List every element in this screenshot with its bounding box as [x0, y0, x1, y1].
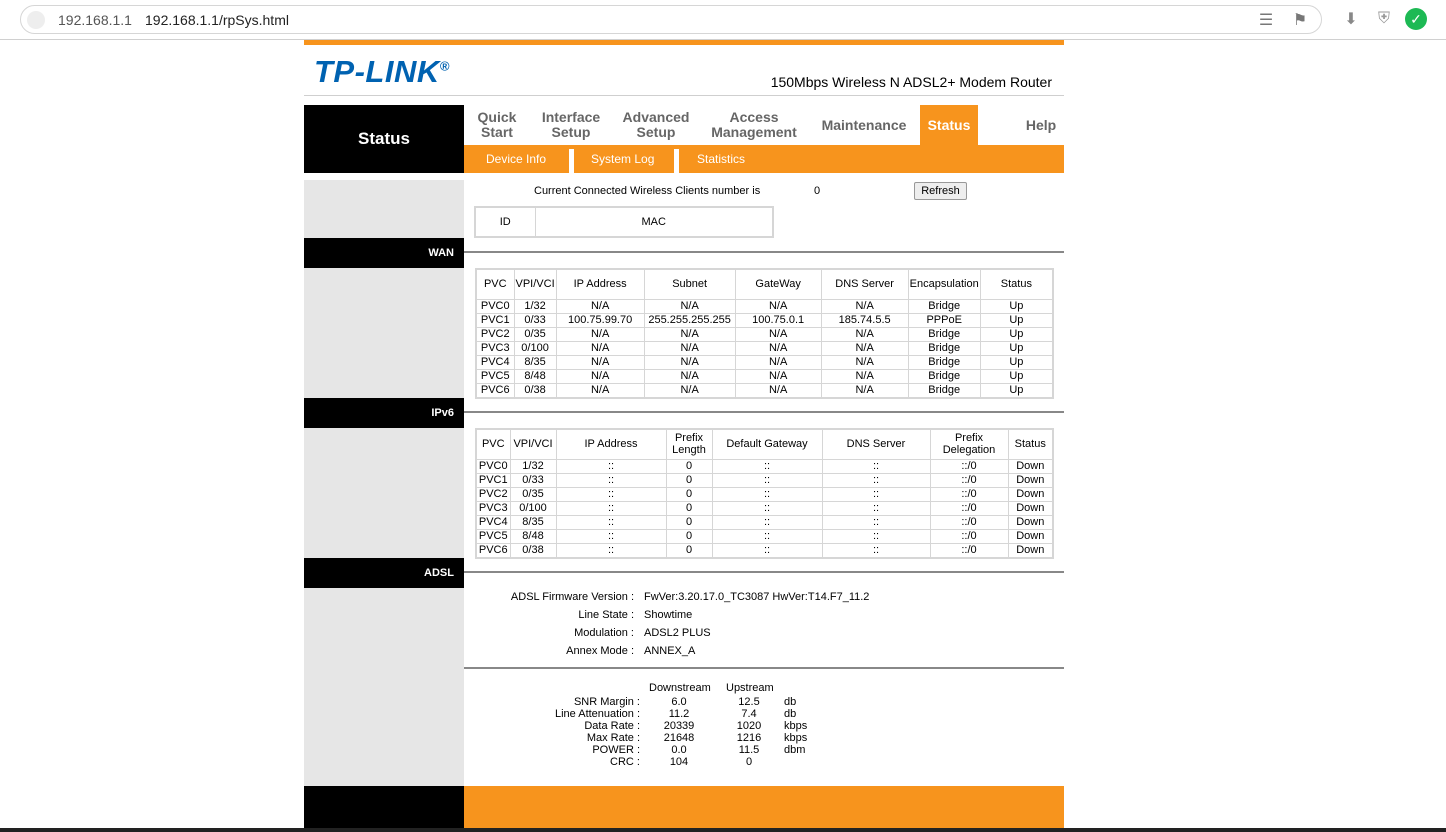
table-cell: ::	[556, 459, 666, 473]
column-header: PVC	[476, 429, 510, 459]
wan-row	[476, 383, 1053, 398]
firmware-label: ADSL Firmware Version :	[510, 591, 634, 603]
table-cell: ::/0	[930, 487, 1008, 501]
table-cell: N/A	[735, 383, 821, 398]
table-cell: Bridge	[908, 383, 980, 398]
downstream-header: Downstream	[649, 682, 711, 694]
table-cell: ::	[712, 473, 822, 487]
table-cell: PVC2	[476, 487, 510, 501]
wan-row	[476, 313, 1053, 327]
nav-advanced-setup[interactable]: Advanced Setup	[622, 109, 690, 140]
table-cell: 0/35	[514, 327, 556, 341]
subnav-device-info[interactable]: Device Info	[486, 152, 547, 166]
nav-maintenance[interactable]: Maintenance	[821, 116, 907, 133]
table-cell: ::/0	[930, 473, 1008, 487]
stat-label: Max Rate :	[586, 732, 640, 744]
stat-unit: kbps	[784, 732, 808, 744]
modulation-label: Modulation :	[574, 627, 634, 639]
table-cell: N/A	[644, 383, 735, 398]
wan-table	[475, 268, 1054, 399]
upstream-header: Upstream	[726, 682, 774, 694]
table-cell: PVC5	[476, 529, 510, 543]
table-cell: PVC6	[476, 543, 510, 558]
table-cell: ::	[822, 501, 930, 515]
column-header: Encapsulation	[908, 269, 980, 299]
table-cell: PVC4	[476, 355, 514, 369]
table-cell: PVC3	[476, 501, 510, 515]
table-cell: Up	[980, 313, 1053, 327]
shield-icon[interactable]: ⛨	[1377, 10, 1390, 27]
modulation-value: ADSL2 PLUS	[644, 627, 711, 639]
ipv6-row	[476, 515, 1053, 529]
column-header: ID	[475, 207, 535, 237]
nav-interface-setup[interactable]: Interface Setup	[541, 109, 601, 140]
table-cell: ::/0	[930, 459, 1008, 473]
bottom-bar	[0, 828, 1446, 832]
ipv6-row	[476, 473, 1053, 487]
stat-upstream: 1216	[736, 732, 762, 744]
divider	[464, 411, 1064, 413]
divider	[464, 571, 1064, 573]
column-header: Prefix Delegation	[930, 429, 1008, 459]
table-cell: 8/48	[510, 529, 556, 543]
table-cell: Down	[1008, 529, 1053, 543]
table-cell: PVC2	[476, 327, 514, 341]
wan-row	[476, 341, 1053, 355]
table-cell: N/A	[735, 327, 821, 341]
stat-label: Line Attenuation :	[554, 708, 640, 720]
divider	[304, 95, 1064, 96]
column-header: DNS Server	[822, 429, 930, 459]
column-header: Status	[980, 269, 1053, 299]
table-cell: 1/32	[510, 459, 556, 473]
table-cell: N/A	[556, 299, 644, 313]
column-header: VPI/VCI	[510, 429, 556, 459]
wan-row	[476, 355, 1053, 369]
ipv6-row	[476, 487, 1053, 501]
table-cell: ::	[712, 543, 822, 558]
stat-downstream: 20339	[663, 720, 695, 732]
wan-row	[476, 327, 1053, 341]
wireless-clients-count: 0	[814, 185, 821, 197]
table-cell: Down	[1008, 473, 1053, 487]
main-nav	[464, 105, 1064, 145]
nav-help[interactable]: Help	[1025, 116, 1057, 133]
refresh-button[interactable]: Refresh	[914, 182, 967, 200]
router-page	[304, 40, 1064, 832]
table-cell: ::	[712, 459, 822, 473]
column-header: IP Address	[556, 429, 666, 459]
stat-unit: db	[784, 696, 797, 708]
firmware-value: FwVer:3.20.17.0_TC3087 HwVer:T14.F7_11.2	[644, 591, 870, 603]
line-state-value: Showtime	[644, 609, 693, 621]
ipv6-table	[475, 428, 1054, 559]
adsl-section-label: ADSL	[304, 558, 464, 588]
ipv6-row	[476, 529, 1053, 543]
table-cell: N/A	[644, 327, 735, 341]
stat-label: CRC :	[610, 756, 640, 768]
table-cell: ::	[556, 473, 666, 487]
stat-downstream: 11.2	[668, 708, 690, 720]
stat-downstream: 21648	[663, 732, 695, 744]
table-cell: Up	[980, 355, 1053, 369]
table-cell: ::/0	[930, 515, 1008, 529]
table-cell: ::	[556, 501, 666, 515]
nav-status[interactable]: Status	[920, 105, 978, 145]
stat-upstream: 0	[745, 756, 753, 768]
table-cell: Up	[980, 383, 1053, 398]
column-header: Prefix Length	[666, 429, 712, 459]
footer-bar	[464, 786, 1064, 832]
table-cell: Down	[1008, 543, 1053, 558]
table-cell: 0/100	[514, 341, 556, 355]
table-cell: PVC5	[476, 369, 514, 383]
table-cell: ::	[822, 529, 930, 543]
table-cell: ::	[822, 543, 930, 558]
stat-downstream: 0.0	[671, 744, 687, 756]
download-icon[interactable]: ⬇	[1344, 11, 1358, 28]
wan-row	[476, 299, 1053, 313]
table-cell: 0/38	[514, 383, 556, 398]
nav-quick-start[interactable]: Quick Start	[477, 109, 517, 140]
table-cell: PVC1	[476, 473, 510, 487]
subnav-statistics[interactable]: Statistics	[697, 152, 746, 166]
table-cell: Down	[1008, 487, 1053, 501]
top-stripe	[304, 40, 1064, 45]
table-cell: PVC3	[476, 341, 514, 355]
table-cell: ::/0	[930, 529, 1008, 543]
table-cell: 8/35	[514, 355, 556, 369]
stat-label: POWER :	[592, 744, 640, 756]
table-cell: 0	[666, 515, 712, 529]
column-header: PVC	[476, 269, 514, 299]
table-cell: N/A	[821, 383, 908, 398]
table-cell: PVC0	[476, 299, 514, 313]
table-cell: N/A	[821, 327, 908, 341]
table-cell: N/A	[735, 299, 821, 313]
table-cell: Down	[1008, 501, 1053, 515]
table-cell: N/A	[735, 369, 821, 383]
table-cell: ::	[556, 529, 666, 543]
wan-row	[476, 369, 1053, 383]
stat-unit: kbps	[784, 720, 808, 732]
table-cell: Up	[980, 341, 1053, 355]
sub-nav	[464, 145, 1064, 173]
table-cell: ::	[822, 459, 930, 473]
table-cell: Down	[1008, 515, 1053, 529]
table-cell: N/A	[556, 369, 644, 383]
table-cell: PPPoE	[908, 313, 980, 327]
site-settings-icon[interactable]: ☰	[1258, 12, 1274, 29]
table-cell: N/A	[821, 369, 908, 383]
table-cell: N/A	[644, 341, 735, 355]
model-name: 150Mbps Wireless N ADSL2+ Modem Router	[770, 74, 1052, 90]
annex-mode-value: ANNEX_A	[644, 645, 696, 657]
table-cell: N/A	[821, 299, 908, 313]
table-cell: N/A	[735, 341, 821, 355]
table-cell: N/A	[556, 383, 644, 398]
ipv6-row	[476, 543, 1053, 558]
table-cell: N/A	[821, 341, 908, 355]
table-cell: N/A	[735, 355, 821, 369]
table-cell: 0/38	[510, 543, 556, 558]
table-cell: Up	[980, 369, 1053, 383]
table-cell: ::	[822, 487, 930, 501]
table-cell: 255.255.255.255	[644, 313, 735, 327]
table-cell: 185.74.5.5	[821, 313, 908, 327]
table-cell: N/A	[556, 355, 644, 369]
address-bar[interactable]	[20, 5, 1322, 34]
table-cell: 0	[666, 529, 712, 543]
table-cell: Up	[980, 299, 1053, 313]
table-cell: Up	[980, 327, 1053, 341]
table-cell: 8/35	[510, 515, 556, 529]
column-header: GateWay	[735, 269, 821, 299]
table-cell: Bridge	[908, 299, 980, 313]
column-header: IP Address	[556, 269, 644, 299]
divider	[569, 149, 574, 173]
ipv6-section-label: IPv6	[304, 398, 464, 428]
table-cell: 0	[666, 543, 712, 558]
wan-section-label: WAN	[304, 238, 464, 268]
stat-upstream: 1020	[736, 720, 762, 732]
table-cell: ::	[556, 487, 666, 501]
table-cell: ::	[822, 473, 930, 487]
table-cell: N/A	[644, 299, 735, 313]
bookmark-icon[interactable]: ⚑	[1292, 12, 1308, 29]
table-cell: N/A	[644, 355, 735, 369]
line-state-label: Line State :	[578, 609, 634, 621]
stat-upstream: 11.5	[738, 744, 760, 756]
table-cell: ::	[556, 515, 666, 529]
stat-downstream: 104	[669, 756, 689, 768]
table-cell: N/A	[644, 369, 735, 383]
stat-unit: db	[784, 708, 797, 720]
url-text[interactable]: 192.168.1.1/rpSys.html	[145, 12, 289, 28]
table-cell: 0	[666, 459, 712, 473]
table-cell: 8/48	[514, 369, 556, 383]
divider	[464, 251, 1064, 253]
table-cell: ::	[712, 501, 822, 515]
table-cell: Bridge	[908, 369, 980, 383]
table-cell: Bridge	[908, 341, 980, 355]
table-cell: ::	[712, 529, 822, 543]
footer-left	[304, 786, 464, 832]
table-cell: 0	[666, 473, 712, 487]
tp-link-logo: TP-LINK®	[314, 54, 450, 89]
table-cell: 0/100	[510, 501, 556, 515]
table-cell: ::	[556, 543, 666, 558]
stat-downstream: 6.0	[671, 696, 687, 708]
column-header: Default Gateway	[712, 429, 822, 459]
table-cell: PVC4	[476, 515, 510, 529]
column-header: Status	[1008, 429, 1053, 459]
globe-icon	[27, 11, 45, 29]
check-icon[interactable]: ✓	[1405, 8, 1427, 30]
url-host: 192.168.1.1	[58, 12, 132, 28]
column-header: DNS Server	[821, 269, 908, 299]
table-cell: Bridge	[908, 327, 980, 341]
table-cell: N/A	[556, 341, 644, 355]
stat-upstream: 12.5	[738, 696, 760, 708]
table-cell: 100.75.0.1	[735, 313, 821, 327]
annex-mode-label: Annex Mode :	[566, 645, 634, 657]
table-cell: Bridge	[908, 355, 980, 369]
table-cell: ::	[712, 487, 822, 501]
subnav-system-log[interactable]: System Log	[591, 152, 655, 166]
table-cell: PVC1	[476, 313, 514, 327]
wireless-clients-table	[474, 206, 774, 238]
table-cell: ::	[712, 515, 822, 529]
divider	[674, 149, 679, 173]
column-header: VPI/VCI	[514, 269, 556, 299]
ipv6-row	[476, 459, 1053, 473]
browser-toolbar	[0, 0, 1446, 40]
table-cell: 0	[666, 487, 712, 501]
column-header: MAC	[535, 207, 773, 237]
table-cell: PVC6	[476, 383, 514, 398]
table-cell: 1/32	[514, 299, 556, 313]
table-cell: PVC0	[476, 459, 510, 473]
table-cell: ::/0	[930, 543, 1008, 558]
stat-label: SNR Margin :	[573, 696, 640, 708]
nav-access-management[interactable]: Access Management	[711, 109, 797, 140]
divider	[464, 667, 1064, 669]
table-cell: ::	[822, 515, 930, 529]
column-header: Subnet	[644, 269, 735, 299]
ipv6-row	[476, 501, 1053, 515]
table-cell: 0/35	[510, 487, 556, 501]
table-cell: 0	[666, 501, 712, 515]
stat-unit: dbm	[784, 744, 806, 756]
section-title: Status	[304, 105, 464, 173]
table-cell: N/A	[821, 355, 908, 369]
table-cell: 100.75.99.70	[556, 313, 644, 327]
wireless-clients-label: Current Connected Wireless Clients number is	[534, 185, 761, 197]
stat-upstream: 7.4	[741, 708, 757, 720]
table-cell: 0/33	[514, 313, 556, 327]
table-cell: N/A	[556, 327, 644, 341]
table-cell: Down	[1008, 459, 1053, 473]
stat-label: Data Rate :	[584, 720, 640, 732]
table-cell: 0/33	[510, 473, 556, 487]
table-cell: ::/0	[930, 501, 1008, 515]
